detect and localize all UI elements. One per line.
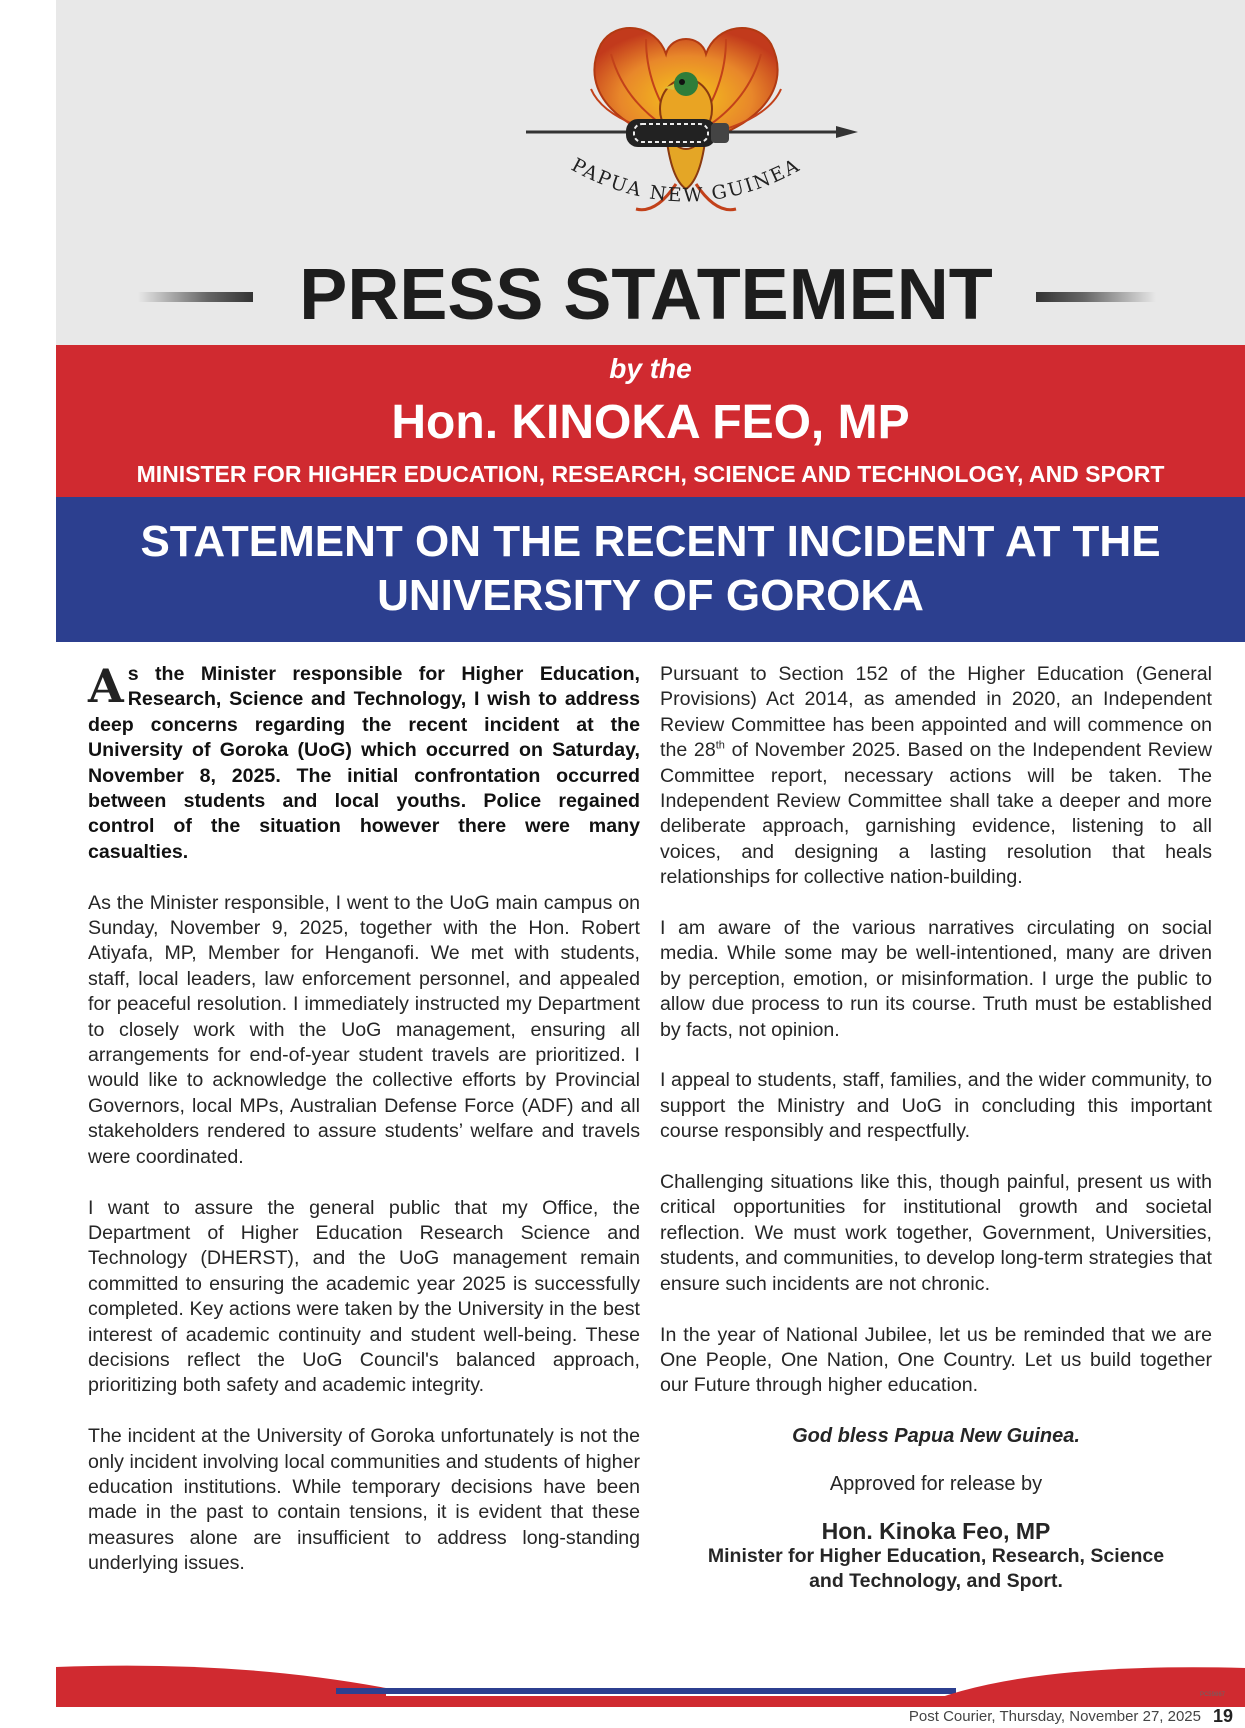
spear-and-kundu-drum-icon [526, 119, 858, 147]
paragraph-9: In the year of National Jubilee, let us be reminded that we are One People, One Nation, One Country. Let us build together our Future through higher education. [660, 1323, 1212, 1397]
signatory-title-line-2: and Technology, and Sport. [809, 1570, 1063, 1593]
press-statement-page [56, 0, 1245, 1728]
paragraph-5: Pursuant to Section 152 of the Higher Education (General Provisions) Act 2014, as amended in 2020, an Independent Review Committee has been appointed and will commence on the 28th of November 2025. Based on the Independent Review Committee report, necessary actions will be taken. The Independent Review Committee shall take a deeper and more deliberate approach, garnishing evidence, listening to all voices, and designing a lasting resolution that heals relationships for collective nation-building. [660, 663, 1212, 889]
signatory-name: Hon. Kinoka Feo, MP [821, 1517, 1051, 1544]
emblem-country-label: PAPUA NEW GUINEA [567, 154, 805, 207]
paragraph-3: I want to assure the general public that my Office, the Department of Higher Education Research Science and Technology (DHERST), and the UoG management remain committed to ensuring the academic year 2025 is successfully completed. Key actions were taken by the University in the best interest of academic continuity and student well-being. These decisions reflect the UoG Council's balanced approach, prioritizing both safety and academic integrity. [88, 1196, 640, 1397]
statement-title [86, 515, 1215, 623]
title-row [56, 248, 1245, 343]
statement-title-band [56, 497, 1245, 642]
byline-band [56, 345, 1245, 497]
page-title: PRESS STATEMENT [299, 255, 993, 335]
page-number: 19 [1212, 1706, 1233, 1726]
closing-blessing: God bless Papua New Guinea. [792, 1425, 1080, 1448]
right-column [660, 662, 1212, 1594]
paragraph-7: I appeal to students, staff, families, and the wider community, to support the Ministry and UoG in concluding this important course responsibly and respectfully. [660, 1069, 1212, 1143]
header [56, 0, 1245, 345]
approval-line: Approved for release by [829, 1472, 1043, 1495]
minister-name: Hon. KINOKA FEO, MP [391, 396, 910, 449]
title-rule-right [1036, 292, 1156, 302]
ad-code: PC59867 [1199, 1692, 1225, 1698]
paragraph-8: Challenging situations like this, though painful, present us with critical opportunities for institutional growth and societal reflection. We must work together, Government, Universities, students, and communities, to develop long-term strategies that ensure such incidents are not chronic. [660, 1171, 1212, 1295]
closing-block [660, 1424, 1212, 1594]
publication-line: Post Courier, Thursday, November 27, 2025 [908, 1708, 1201, 1725]
paragraph-4: The incident at the University of Goroka unfortunately is not the only incident involving local communities and students of higher education institutions. While temporary decisions have been made in the past to contain tensions, it is evident that these measures alone are insufficient to address long-standing underlying issues. [88, 1425, 640, 1575]
left-column [88, 659, 640, 1602]
signatory-title-line-1: Minister for Higher Education, Research, Science [707, 1545, 1165, 1568]
lead-paragraph: As the Minister responsible for Higher Education, Research, Science and Technology, I wish to address deep concerns regarding the recent incident at the University of Goroka (UoG) which occurred on Saturday, November 8, 2025. The initial confrontation occurred between students and local youths. Police regained control of the situation however there were many casualties. [88, 659, 640, 863]
minister-role: MINISTER FOR HIGHER EDUCATION, RESEARCH, SCIENCE AND TECHNOLOGY, AND SPORT [136, 461, 1165, 487]
byline-intro: by the [609, 353, 692, 384]
paragraph-2: As the Minister responsible, I went to the UoG main campus on Sunday, November 9, 2025, together with the Hon. Robert Atiyafa, MP, Member for Henganofi. We met with students, staff, local leaders, law enforcement personnel, and appealed for peaceful resolution. I immediately instructed my Department to closely work with the UoG management, ensuring all arrangements for end-of-year student travels are prioritized. I would like to acknowledge the collective efforts by Provincial Governors, local MPs, Australian Defense Force (ADF) and all stakeholders rendered to assure students’ welfare and travels were coordinated. [88, 891, 640, 1168]
footer-wave [56, 1662, 1245, 1707]
statement-title-line-1: STATEMENT ON THE RECENT INCIDENT AT THE [140, 517, 1161, 566]
png-national-emblem [506, 14, 866, 244]
paragraph-6: I am aware of the various narratives circulating on social media. While some may be well-intentioned, many are driven by perception, emotion, or misinformation. I urge the public to allow due process to run its course. Truth must be established by facts, not opinion. [660, 917, 1212, 1041]
statement-title-line-2: UNIVERSITY OF GOROKA [377, 571, 924, 620]
drop-cap: A [88, 659, 124, 713]
title-rule-left [138, 292, 253, 302]
